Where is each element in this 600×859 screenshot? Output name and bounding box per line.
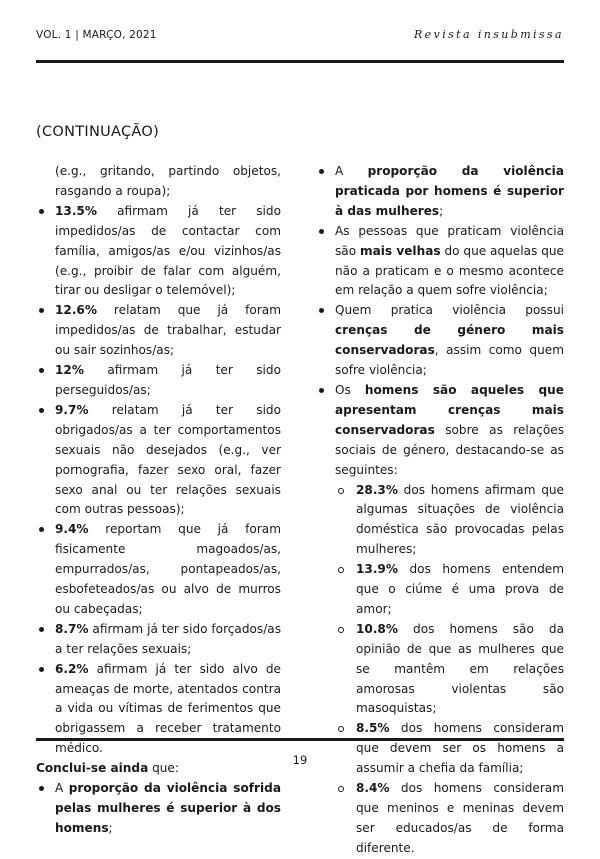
sub-list-item: 8.5% dos homens consideram que devem ser os homens a assumir a chefia da família; bbox=[316, 719, 564, 779]
list-item: 6.2% afirmam já ter sido alvo de ameaças de morte, atentados contra a vida ou vítimas de ferimentos que obrigassem a receber tratamento médico. bbox=[36, 660, 281, 760]
list-item: A proporção da violência praticada por homens é superior à das mulheres; bbox=[316, 162, 564, 222]
sub-list-item: 10.8% dos homens são da opinião de que as mulheres que se mantêm em relações amorosas violentas são masoquistas; bbox=[316, 620, 564, 720]
sub-bullet-list bbox=[316, 481, 564, 859]
header-divider bbox=[36, 60, 564, 63]
page-number: 19 bbox=[292, 753, 308, 767]
volume-date: VOL. 1 | MARÇO, 2021 bbox=[36, 29, 157, 41]
right-bullet-list bbox=[316, 162, 564, 481]
list-item: Quem pratica violência possui crenças de género mais conservadoras, assim como quem sofre violência; bbox=[316, 301, 564, 381]
list-item: 12% afirmam já ter sido perseguidos/as; bbox=[36, 361, 281, 401]
list-item: 9.7% relatam já ter sido obrigados/as a ter comportamentos sexuais não desejados (e.g., ver pornografia, fazer sexo oral, fazer sexo anal ou ter relações sexuais com outras pessoas); bbox=[36, 401, 281, 520]
list-item: 13.5% afirmam já ter sido impedidos/as de contactar com família, amigos/as e/ou vizinhos/as (e.g., proibir de falar com alguém, tirar ou desligar o telemóvel); bbox=[36, 202, 281, 302]
continuation-text: (e.g., gritando, partindo objetos, rasgando a roupa); bbox=[55, 164, 281, 198]
left-bullet-list bbox=[36, 202, 281, 759]
magazine-title: Revista insubmissa bbox=[413, 28, 564, 41]
conclusion-list bbox=[36, 779, 281, 839]
list-item: 9.4% reportam que já foram fisicamente magoados/as, empurrados/as, pontapeados/as, esbofeteados/as ou alvo de murros ou cabeçadas; bbox=[36, 520, 281, 620]
list-item: 12.6% relatam que já foram impedidos/as de trabalhar, estudar ou sair sozinhos/as; bbox=[36, 301, 281, 361]
conclusion-intro: Conclui-se ainda que: bbox=[36, 761, 179, 776]
sub-list-item: 8.4% dos homens consideram que meninos e meninas devem ser educados/as de forma diferente. bbox=[316, 779, 564, 859]
footer-divider bbox=[36, 738, 564, 741]
list-item: 8.7% afirmam já ter sido forçados/as a ter relações sexuais; bbox=[36, 620, 281, 660]
sub-list-item: 13.9% dos homens entendem que o ciúme é uma prova de amor; bbox=[316, 560, 564, 620]
list-item: A proporção da violência sofrida pelas mulheres é superior à dos homens; bbox=[36, 779, 281, 839]
sub-list-item: 28.3% dos homens afirmam que algumas situações de violência doméstica são provocadas pelas mulheres; bbox=[316, 481, 564, 561]
list-item: Os homens são aqueles que apresentam crenças mais conservadoras sobre as relações sociais de género, destacando-se as seguintes: bbox=[316, 381, 564, 481]
section-title: (CONTINUAÇÃO) bbox=[36, 124, 160, 140]
list-item: As pessoas que praticam violência são mais velhas do que aquelas que não a praticam e o mesmo acontece em relação a quem sofre violência; bbox=[316, 222, 564, 302]
